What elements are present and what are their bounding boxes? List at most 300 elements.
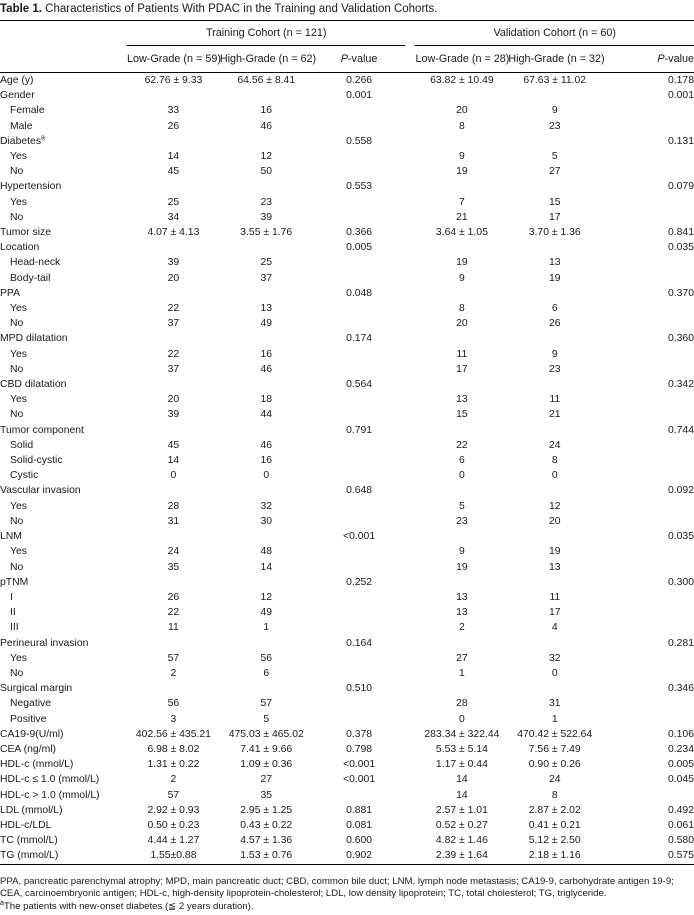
row-label	[0, 848, 127, 864]
table-row	[0, 620, 694, 635]
table-row	[0, 468, 694, 483]
row-label-text: Head-neck	[10, 257, 61, 269]
table-row	[0, 119, 694, 134]
row-label	[0, 179, 127, 194]
validation-low-value	[415, 681, 508, 696]
validation-low-value	[415, 134, 508, 149]
column-gap	[405, 119, 415, 134]
header-validation-high-grade: High-Grade (n = 32)	[508, 46, 601, 73]
validation-pvalue	[601, 362, 694, 377]
training-low-value: 28	[167, 500, 180, 512]
training-low-value: 6.98 ± 8.02	[147, 743, 200, 755]
validation-high-value	[508, 377, 601, 392]
validation-high-value: 9	[551, 348, 558, 360]
table-row	[0, 240, 694, 255]
training-pvalue	[313, 301, 406, 316]
row-label-text: No	[10, 211, 24, 223]
validation-high-value: 4	[551, 622, 558, 634]
training-pvalue: 0.791	[346, 424, 373, 436]
row-label-footnote-mark: a	[41, 134, 45, 142]
training-high-value: 23	[260, 196, 273, 208]
training-low-value	[127, 377, 220, 392]
row-label	[0, 590, 127, 605]
validation-high-value: 26	[548, 318, 561, 330]
training-high-value: 5	[263, 713, 270, 725]
training-high-value	[220, 681, 313, 696]
table-row	[0, 696, 694, 711]
table-row	[0, 788, 694, 803]
column-gap	[405, 362, 415, 377]
validation-high-value: 5.12 ± 2.50	[528, 835, 581, 847]
column-gap	[405, 772, 415, 787]
table-row	[0, 757, 694, 772]
training-low-value: 14	[167, 151, 180, 163]
header-validation-pvalue	[601, 46, 694, 73]
training-pvalue	[313, 392, 406, 407]
validation-pvalue	[601, 514, 694, 529]
validation-low-value: 3.64 ± 1.05	[435, 227, 488, 239]
table-row	[0, 438, 694, 453]
column-gap	[405, 286, 415, 301]
training-low-value	[127, 575, 220, 590]
training-high-value: 4.57 ± 1.36	[240, 835, 293, 847]
training-low-value	[127, 483, 220, 498]
row-label	[0, 331, 127, 346]
row-label	[0, 286, 127, 301]
validation-low-value: 14	[456, 789, 468, 801]
validation-high-value: 2.18 ± 1.16	[508, 848, 601, 864]
row-label	[0, 666, 127, 681]
validation-pvalue: 0.841	[667, 227, 694, 239]
training-high-value: 37	[260, 272, 273, 284]
training-pvalue: 0.902	[313, 848, 406, 864]
characteristics-table	[0, 20, 694, 865]
training-pvalue	[313, 712, 406, 727]
training-pvalue	[313, 149, 406, 164]
training-pvalue	[313, 453, 406, 468]
row-label-text: Diabetes	[0, 135, 42, 147]
training-low-value: 2	[170, 774, 177, 786]
validation-high-value: 0	[551, 470, 558, 482]
training-high-value: 46	[260, 120, 273, 132]
row-label	[0, 255, 127, 270]
row-label	[0, 240, 127, 255]
validation-low-value: 11	[456, 348, 468, 360]
row-label	[0, 362, 127, 377]
row-label	[0, 164, 127, 179]
validation-low-value: 4.82 ± 1.46	[435, 835, 488, 847]
training-pvalue	[313, 195, 406, 210]
column-gap	[405, 240, 415, 255]
training-high-value	[220, 240, 313, 255]
training-low-value: 3	[170, 713, 177, 725]
row-label	[0, 560, 127, 575]
validation-pvalue	[601, 620, 694, 635]
validation-pvalue: 0.370	[667, 287, 694, 299]
row-label-text: No	[10, 561, 24, 573]
training-high-value: 2.95 ± 1.25	[240, 804, 293, 816]
validation-high-value: 470.42 ± 522.64	[517, 728, 593, 740]
row-label	[0, 620, 127, 635]
validation-low-value: 8	[459, 303, 465, 315]
table-row	[0, 271, 694, 286]
column-gap	[405, 149, 415, 164]
validation-high-value	[508, 681, 601, 696]
training-low-value: 0.50 ± 0.23	[147, 819, 200, 831]
row-label	[0, 453, 127, 468]
row-label	[0, 423, 127, 438]
row-label-text: Yes	[10, 652, 27, 664]
row-label-text: CBD dilatation	[0, 379, 67, 391]
training-high-value: 13	[260, 303, 273, 315]
column-gap	[405, 134, 415, 149]
validation-high-value: 19	[548, 546, 561, 558]
row-label	[0, 392, 127, 407]
row-label	[0, 210, 127, 225]
validation-low-value: 13	[456, 394, 468, 406]
column-gap	[405, 848, 415, 864]
training-pvalue: 0.081	[346, 819, 373, 831]
training-pvalue: <0.001	[343, 531, 376, 543]
validation-pvalue: 0.346	[667, 683, 694, 695]
training-low-value	[127, 240, 220, 255]
header-validation-low-grade: Low-Grade (n = 28)	[415, 46, 508, 73]
row-label-text: Yes	[10, 500, 27, 512]
validation-low-value	[415, 240, 508, 255]
column-gap	[405, 590, 415, 605]
training-high-value: 46	[260, 439, 273, 451]
training-low-value: 26	[167, 591, 180, 603]
training-low-value: 22	[167, 607, 180, 619]
validation-pvalue	[601, 210, 694, 225]
training-high-value: 27	[260, 774, 273, 786]
table-row	[0, 134, 694, 149]
table-row	[0, 772, 694, 787]
column-gap	[405, 818, 415, 833]
training-pvalue	[313, 514, 406, 529]
table-row	[0, 210, 694, 225]
training-pvalue: 0.266	[346, 75, 373, 86]
validation-high-value: 8	[551, 789, 558, 801]
table-row	[0, 331, 694, 346]
training-low-value: 57	[167, 789, 180, 801]
training-high-value	[220, 575, 313, 590]
row-label	[0, 377, 127, 392]
validation-high-value	[508, 331, 601, 346]
row-label	[0, 438, 127, 453]
table-row	[0, 225, 694, 240]
row-label-text: No	[10, 667, 24, 679]
column-gap	[405, 73, 415, 89]
row-label-text: Female	[10, 105, 45, 117]
training-pvalue: <0.001	[343, 759, 376, 771]
training-low-value: 37	[167, 363, 180, 375]
validation-low-value: 2.39 ± 1.64	[415, 848, 508, 864]
row-label-text: Cystic	[10, 470, 39, 482]
validation-high-value	[508, 286, 601, 301]
validation-high-value: 7.56 ± 7.49	[528, 743, 581, 755]
training-high-value: 16	[260, 105, 273, 117]
validation-high-value: 0.90 ± 0.26	[528, 759, 581, 771]
column-gap	[405, 164, 415, 179]
row-label-text: CEA (ng/ml)	[0, 743, 57, 755]
table-row	[0, 742, 694, 757]
column-gap	[405, 179, 415, 194]
table-row	[0, 529, 694, 544]
training-low-value: 0	[170, 470, 177, 482]
training-low-value: 26	[167, 120, 180, 132]
training-low-value: 22	[167, 348, 180, 360]
row-label	[0, 301, 127, 316]
validation-pvalue	[601, 301, 694, 316]
validation-low-value: 17	[456, 363, 468, 375]
validation-high-value: 67.63 ± 11.02	[523, 75, 587, 86]
training-high-value: 1	[263, 622, 270, 634]
column-gap	[405, 301, 415, 316]
validation-high-value: 27	[548, 166, 561, 178]
column-gap	[405, 696, 415, 711]
row-label-text: HDL-c/LDL	[0, 819, 52, 831]
training-pvalue	[313, 103, 406, 118]
training-high-value: 16	[260, 455, 273, 467]
validation-pvalue: 0.300	[667, 576, 694, 588]
validation-low-value	[415, 377, 508, 392]
validation-low-value: 28	[456, 698, 468, 710]
table-row	[0, 179, 694, 194]
column-gap	[405, 529, 415, 544]
training-low-value	[127, 88, 220, 103]
validation-high-value: 23	[548, 363, 561, 375]
training-low-value: 34	[167, 211, 180, 223]
column-gap	[405, 636, 415, 651]
row-label	[0, 271, 127, 286]
diabetes-footnote	[0, 901, 694, 913]
row-label-text: No	[10, 166, 24, 178]
row-label	[0, 316, 127, 331]
validation-high-value: 0	[551, 667, 558, 679]
row-label-text: CA19-9(U/ml)	[0, 728, 64, 740]
table-row	[0, 164, 694, 179]
row-label-text: Yes	[10, 348, 27, 360]
pvalue-italic-p: P	[657, 53, 665, 65]
row-label-text: PPA	[0, 287, 21, 299]
validation-pvalue: 0.035	[667, 242, 694, 254]
row-label	[0, 742, 127, 757]
validation-pvalue	[601, 544, 694, 559]
training-low-value	[127, 423, 220, 438]
table-row	[0, 392, 694, 407]
validation-pvalue	[601, 666, 694, 681]
validation-low-value: 2.57 ± 1.01	[435, 804, 488, 816]
column-gap	[405, 88, 415, 103]
pvalue-suffix: -value	[664, 53, 694, 65]
validation-low-value: 5.53 ± 5.14	[435, 743, 488, 755]
row-label	[0, 803, 127, 818]
row-label	[0, 468, 127, 483]
row-label-text: No	[10, 363, 24, 375]
column-gap	[405, 727, 415, 742]
training-low-value: 56	[167, 698, 180, 710]
validation-high-value	[508, 575, 601, 590]
validation-pvalue: 0.492	[667, 804, 694, 816]
validation-low-value: 15	[456, 409, 468, 421]
row-label	[0, 575, 127, 590]
column-gap	[405, 210, 415, 225]
abbreviation-footnote: PPA, pancreatic parenchymal atrophy; MPD, main pancreatic duct; CBD, common bile duct; LNM, lymph node metastasis; CA19-9, carbohydrate antigen 19-9; CEA, carcinoembryonic antigen; HDL-c, high-density lipoprotein-cholesterol; LDL, low density lipoprotein; TC, total cholesterol; TG, triglyceride.	[0, 876, 674, 900]
training-pvalue: 0.378	[346, 728, 373, 740]
validation-low-value: 13	[456, 591, 468, 603]
validation-pvalue: 0.178	[667, 75, 694, 86]
validation-high-value: 11	[549, 591, 561, 603]
table-row	[0, 377, 694, 392]
training-pvalue: 0.600	[346, 835, 373, 847]
training-high-value	[220, 134, 313, 149]
validation-low-value: 7	[459, 196, 465, 208]
training-low-value: 22	[167, 303, 180, 315]
column-gap	[405, 453, 415, 468]
row-label	[0, 73, 127, 89]
row-label	[0, 544, 127, 559]
row-label-text: HDL-c (mmol/L)	[0, 759, 74, 771]
validation-pvalue: 0.360	[667, 333, 694, 345]
validation-low-value	[415, 179, 508, 194]
row-label-text: Negative	[10, 698, 52, 710]
table-row	[0, 803, 694, 818]
table-row	[0, 636, 694, 651]
training-pvalue: 0.252	[346, 576, 373, 588]
validation-pvalue	[601, 468, 694, 483]
pvalue-italic-p: P	[340, 53, 348, 65]
table-row	[0, 499, 694, 514]
row-label	[0, 407, 127, 422]
row-label	[0, 833, 127, 848]
training-high-value: 12	[260, 151, 273, 163]
validation-low-value: 5	[459, 500, 465, 512]
row-label-text: Surgical margin	[0, 683, 73, 695]
training-pvalue	[313, 210, 406, 225]
row-label-text: III	[10, 622, 19, 634]
column-gap	[405, 560, 415, 575]
row-label-text: No	[10, 409, 24, 421]
training-high-value: 57	[260, 698, 273, 710]
training-pvalue: 0.564	[346, 379, 373, 391]
validation-low-value	[415, 483, 508, 498]
validation-low-value: 9	[459, 546, 465, 558]
column-gap	[405, 575, 415, 590]
column-gap	[405, 666, 415, 681]
row-label	[0, 88, 127, 103]
validation-low-value	[415, 88, 508, 103]
training-low-value	[127, 681, 220, 696]
row-label	[0, 712, 127, 727]
column-gap	[405, 392, 415, 407]
validation-low-value: 23	[456, 515, 468, 527]
training-pvalue: 0.648	[346, 485, 373, 497]
validation-pvalue: 0.061	[667, 819, 694, 831]
pvalue-suffix: -value	[347, 53, 378, 65]
validation-low-value: 0	[459, 470, 465, 482]
training-pvalue	[313, 590, 406, 605]
row-label	[0, 818, 127, 833]
training-high-value	[220, 636, 313, 651]
validation-low-value: 0.52 ± 0.27	[435, 819, 488, 831]
validation-high-value	[508, 179, 601, 194]
validation-pvalue	[601, 255, 694, 270]
validation-low-value	[415, 286, 508, 301]
table-row	[0, 407, 694, 422]
validation-pvalue	[601, 164, 694, 179]
row-label-text: Hypertension	[0, 181, 62, 193]
table-row	[0, 301, 694, 316]
validation-high-value: 13	[548, 561, 561, 573]
row-label-text: pTNM	[0, 576, 29, 588]
column-gap	[405, 757, 415, 772]
validation-low-value: 27	[456, 652, 468, 664]
training-pvalue	[313, 438, 406, 453]
training-high-value: 12	[260, 591, 273, 603]
table-row	[0, 681, 694, 696]
validation-low-value	[415, 331, 508, 346]
validation-low-value: 6	[459, 455, 465, 467]
column-gap	[405, 499, 415, 514]
row-label-text: II	[10, 607, 16, 619]
training-high-value: 35	[260, 789, 273, 801]
validation-low-value: 19	[456, 257, 468, 269]
header-training-low-grade: Low-Grade (n = 59)	[127, 46, 220, 73]
row-label-text: Positive	[10, 713, 47, 725]
validation-high-value: 17	[548, 607, 561, 619]
table-row	[0, 255, 694, 270]
validation-low-value: 19	[456, 561, 468, 573]
column-gap	[405, 195, 415, 210]
validation-pvalue: 0.045	[667, 774, 694, 786]
training-low-value: 2.92 ± 0.93	[147, 804, 200, 816]
validation-low-value: 0	[459, 713, 465, 725]
training-high-value	[220, 88, 313, 103]
column-gap	[405, 438, 415, 453]
row-label-text: Tumor size	[0, 227, 51, 239]
table-row	[0, 286, 694, 301]
validation-low-value	[415, 529, 508, 544]
validation-low-value: 1	[459, 667, 465, 679]
table-row	[0, 848, 694, 864]
validation-low-value: 13	[456, 607, 468, 619]
validation-high-value: 5	[551, 151, 558, 163]
column-gap	[405, 331, 415, 346]
validation-high-value	[508, 483, 601, 498]
column-gap	[405, 103, 415, 118]
training-low-value: 1.55±0.88	[127, 848, 220, 864]
row-label-text: No	[10, 515, 24, 527]
column-gap	[405, 271, 415, 286]
training-high-value: 44	[260, 409, 273, 421]
training-pvalue: 0.048	[346, 287, 373, 299]
row-label-text: Gender	[0, 90, 35, 102]
training-high-value	[220, 377, 313, 392]
validation-pvalue: 0.092	[667, 485, 694, 497]
row-label	[0, 681, 127, 696]
validation-high-value: 3.70 ± 1.36	[528, 227, 581, 239]
row-label-text: Yes	[10, 151, 27, 163]
table-row	[0, 362, 694, 377]
training-high-value: 64.56 ± 8.41	[237, 75, 296, 86]
validation-pvalue	[601, 560, 694, 575]
training-low-value: 24	[167, 546, 180, 558]
training-pvalue: <0.001	[343, 774, 376, 786]
validation-pvalue	[601, 103, 694, 118]
training-high-value: 6	[263, 667, 270, 679]
validation-high-value: 11	[549, 394, 561, 406]
